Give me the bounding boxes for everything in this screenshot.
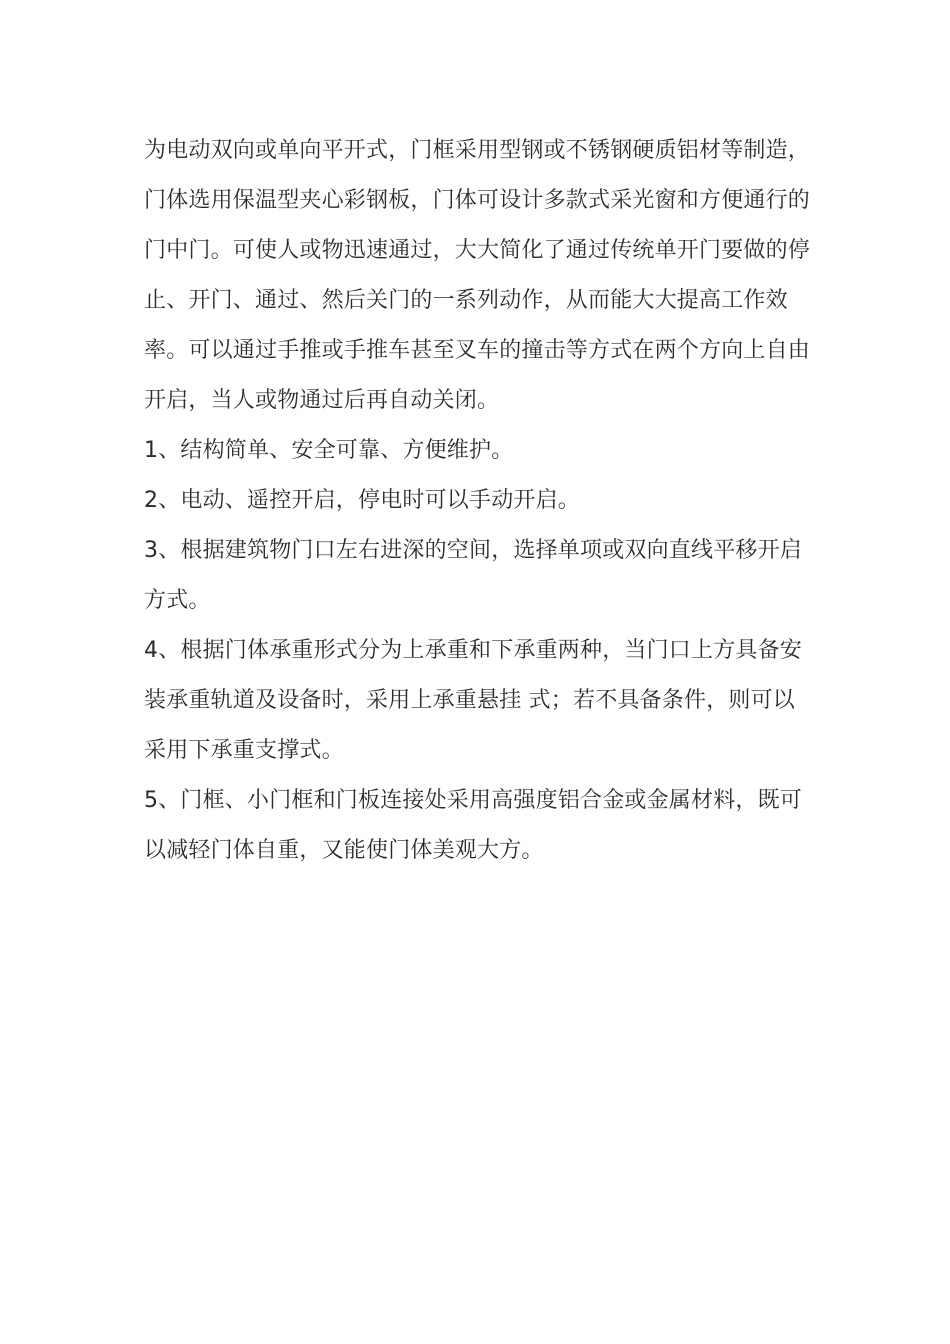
feature-item-3: 3、根据建筑物门口左右进深的空间，选择单项或双向直线平移开启方式。: [144, 538, 802, 613]
feature-item-2: 2、电动、遥控开启，停电时可以手动开启。: [144, 488, 580, 513]
feature-item-4: 4、根据门体承重形式分为上承重和下承重两种，当门口上方具备安装承重轨道及设备时，采用上承重悬挂 式；若不具备条件，则可以采用下承重支撑式。: [144, 638, 802, 763]
document-body: [144, 126, 810, 876]
feature-item-1: 1、结构简单、安全可靠、方便维护。: [144, 438, 514, 463]
intro-paragraph: 为电动双向或单向平开式，门框采用型钢或不锈钢硬质铝材等制造，门体选用保温型夹心彩钢板，门体可设计多款式采光窗和方便通行的门中门。可使人或物迅速通过，大大简化了通过传统单开门要做的停止、开门、通过、然后关门的一系列动作，从而能大大提高工作效率。可以通过手推或手推车甚至叉车的撞击等方式在两个方向上自由开启，当人或物通过后再自动关闭。: [144, 138, 811, 413]
feature-item-5: 5、门框、小门框和门板连接处采用高强度铝合金或金属材料，既可以减轻门体自重，又能使门体美观大方。: [144, 788, 802, 863]
